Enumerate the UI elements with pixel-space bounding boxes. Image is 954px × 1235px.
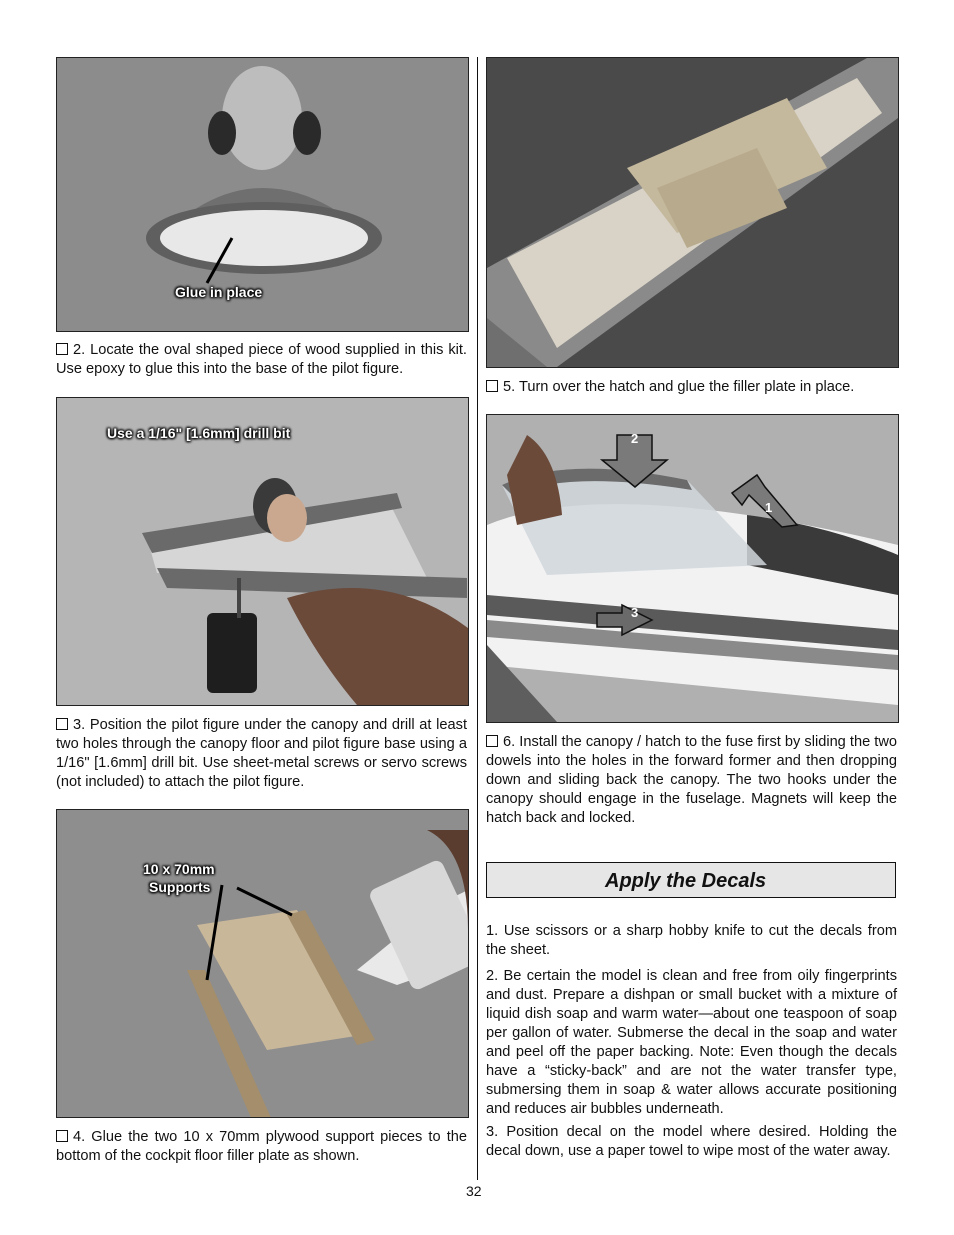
checkbox-icon[interactable] (486, 380, 498, 392)
step-6-caption: 6. Install the canopy / hatch to the fuse first by sliding the two dowels into the holes in the forward former and then dropping down and sliding back the canopy. The two hooks under the canopy should engage in the fuselage. Magnets will keep the hatch back and locked. (486, 734, 897, 826)
decal-step-1: 1. Use scissors or a sharp hobby knife to cut the decals from the sheet. (486, 923, 897, 958)
drill-bit-label: Use a 1/16" [1.6mm] drill bit (107, 425, 291, 441)
photo-pilot-bust (56, 57, 469, 332)
photo-drilling (56, 397, 469, 706)
column-divider (477, 57, 478, 1180)
checkbox-icon[interactable] (56, 718, 68, 730)
step-2-caption: 2. Locate the oval shaped piece of wood supplied in this kit. Use epoxy to glue this into the base of the pilot figure. (56, 342, 467, 377)
step-5-caption: 5. Turn over the hatch and glue the filler plate in place. (486, 378, 897, 397)
checkbox-icon[interactable] (56, 343, 68, 355)
arrow-1-number: 1 (765, 500, 773, 515)
photo-hatch (486, 57, 899, 368)
section-heading-box (486, 862, 896, 898)
photo-canopy-install (486, 414, 899, 723)
arrow-3-number: 3 (631, 605, 639, 620)
glue-in-place-label: Glue in place (175, 284, 263, 300)
decal-step-2: 2. Be certain the model is clean and free from oily fingerprints and dust. Prepare a dishpan or small bucket with a mixture of liquid dish soap and warm water—about one teaspoon of soap per gallon of water. Submerse the decal in the soap and water and peel off the paper backing. Note: Even though the decals have a “sticky-back” and are not the water transfer type, submersing them in soap & water allows accurate positioning and reduces air bubbles underneath. (486, 968, 897, 1117)
supports-label-line1: 10 x 70mm (143, 861, 215, 877)
checkbox-icon[interactable] (56, 1130, 68, 1142)
checkbox-icon[interactable] (486, 735, 498, 747)
step-3-caption: 3. Position the pilot figure under the canopy and drill at least two holes through the canopy floor and pilot figure base using a 1/16" [1.6mm] drill bit. Use sheet-metal screws or servo screws (not included) to attach the pilot figure. (56, 717, 467, 790)
page-number: 32 (466, 1183, 482, 1199)
step-4-caption: 4. Glue the two 10 x 70mm plywood support pieces to the bottom of the cockpit floor filler plate as shown. (56, 1129, 467, 1164)
arrow-2-number: 2 (631, 431, 639, 446)
photo-supports (56, 809, 469, 1118)
supports-label-line2: Supports (149, 879, 211, 895)
section-title: Apply the Decals (605, 870, 767, 892)
decal-step-3: 3. Position decal on the model where desired. Holding the decal down, use a paper towel to wipe most of the water away. (486, 1124, 897, 1159)
